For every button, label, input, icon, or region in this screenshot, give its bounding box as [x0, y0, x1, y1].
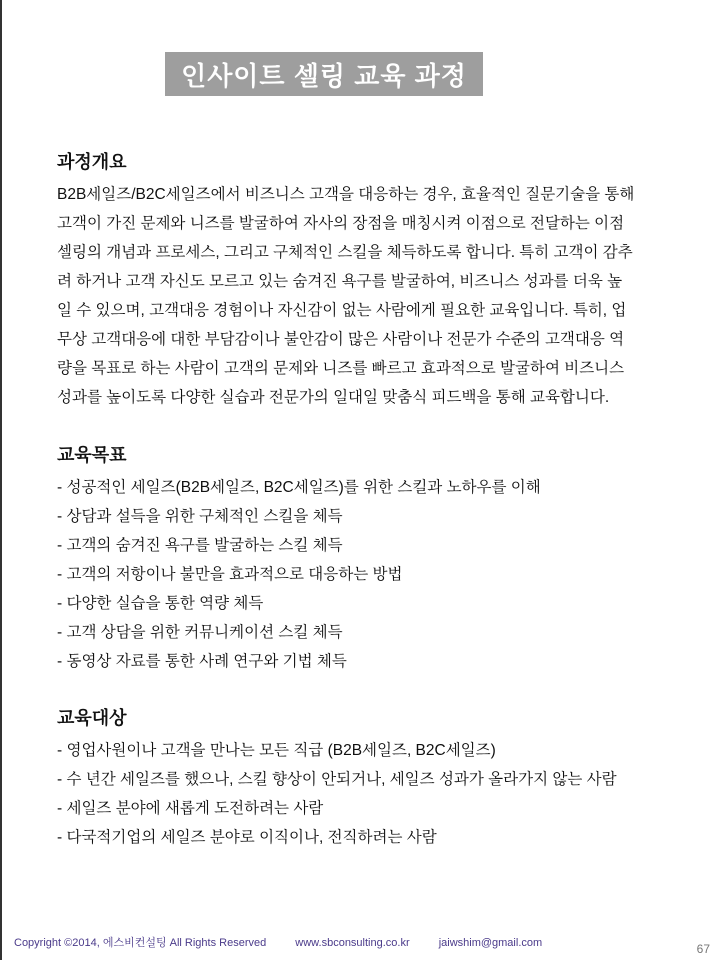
overview-line: 셀링의 개념과 프로세스, 그리고 구체적인 스킬을 체득하도록 합니다. 특히 고객이 감추 [57, 244, 633, 261]
page-number: 67 [696, 942, 710, 956]
list-item: - 다양한 실습을 통한 역량 체득 [57, 595, 264, 612]
audience-heading: 교육대상 [57, 708, 127, 728]
list-item: - 성공적인 세일즈(B2B세일즈, B2C세일즈)를 위한 스킬과 노하우를 이해 [57, 479, 541, 496]
page-border [0, 0, 2, 960]
audience-section [57, 706, 697, 852]
email-link[interactable]: jaiwshim@gmail.com [438, 937, 543, 949]
goals-heading: 교육목표 [57, 445, 127, 465]
goals-list [57, 473, 697, 676]
website-link[interactable]: www.sbconsulting.co.kr [295, 937, 410, 949]
list-item: - 세일즈 분야에 새롭게 도전하려는 사람 [57, 800, 324, 817]
copyright-text: Copyright ©2014, 에스비컨설팅 All Rights Reserved [14, 937, 267, 949]
list-item: - 수 년간 세일즈를 했으나, 스킬 향상이 안되거나, 세일즈 성과가 올라가지 않는 사람 [57, 771, 617, 788]
page-title: 인사이트 셀링 교육 과정 [165, 52, 483, 96]
overview-line: 량을 목표로 하는 사람이 고객의 문제와 니즈를 빠르고 효과적으로 발굴하여 비즈니스 [57, 360, 625, 377]
list-item: - 고객의 저항이나 불만을 효과적으로 대응하는 방법 [57, 566, 403, 583]
overview-line: 고객이 가진 문제와 니즈를 발굴하여 자사의 장점을 매칭시켜 이점으로 전달하는 이점 [57, 215, 625, 232]
goals-section [57, 443, 697, 676]
overview-paragraph [57, 180, 697, 412]
list-item: - 상담과 설득을 위한 구체적인 스킬을 체득 [57, 508, 343, 525]
overview-line: 성과를 높이도록 다양한 실습과 전문가의 일대일 맞춤식 피드백을 통해 교육합니다. [57, 389, 610, 406]
overview-section [57, 150, 697, 412]
overview-line: 무상 고객대응에 대한 부담감이나 불안감이 많은 사람이나 전문가 수준의 고객대응 역 [57, 331, 625, 348]
overview-line: 일 수 있으며, 고객대응 경험이나 자신감이 없는 사람에게 필요한 교육입니다. 특히, 업 [57, 302, 627, 319]
list-item: - 고객의 숨겨진 욕구를 발굴하는 스킬 체득 [57, 537, 343, 554]
overview-heading: 과정개요 [57, 152, 127, 172]
overview-line: 려 하거나 고객 자신도 모르고 있는 숨겨진 욕구를 발굴하여, 비즈니스 성과를 더욱 높 [57, 273, 623, 290]
list-item: - 고객 상담을 위한 커뮤니케이션 스킬 체득 [57, 624, 343, 641]
overview-line: B2B세일즈/B2C세일즈에서 비즈니스 고객을 대응하는 경우, 효율적인 질문기술을 통해 [57, 186, 635, 203]
list-item: - 다국적기업의 세일즈 분야로 이직이나, 전직하려는 사람 [57, 829, 437, 846]
list-item: - 동영상 자료를 통한 사례 연구와 기법 체득 [57, 653, 347, 670]
list-item: - 영업사원이나 고객을 만나는 모든 직급 (B2B세일즈, B2C세일즈) [57, 742, 496, 759]
audience-list [57, 736, 697, 852]
footer [14, 934, 568, 950]
